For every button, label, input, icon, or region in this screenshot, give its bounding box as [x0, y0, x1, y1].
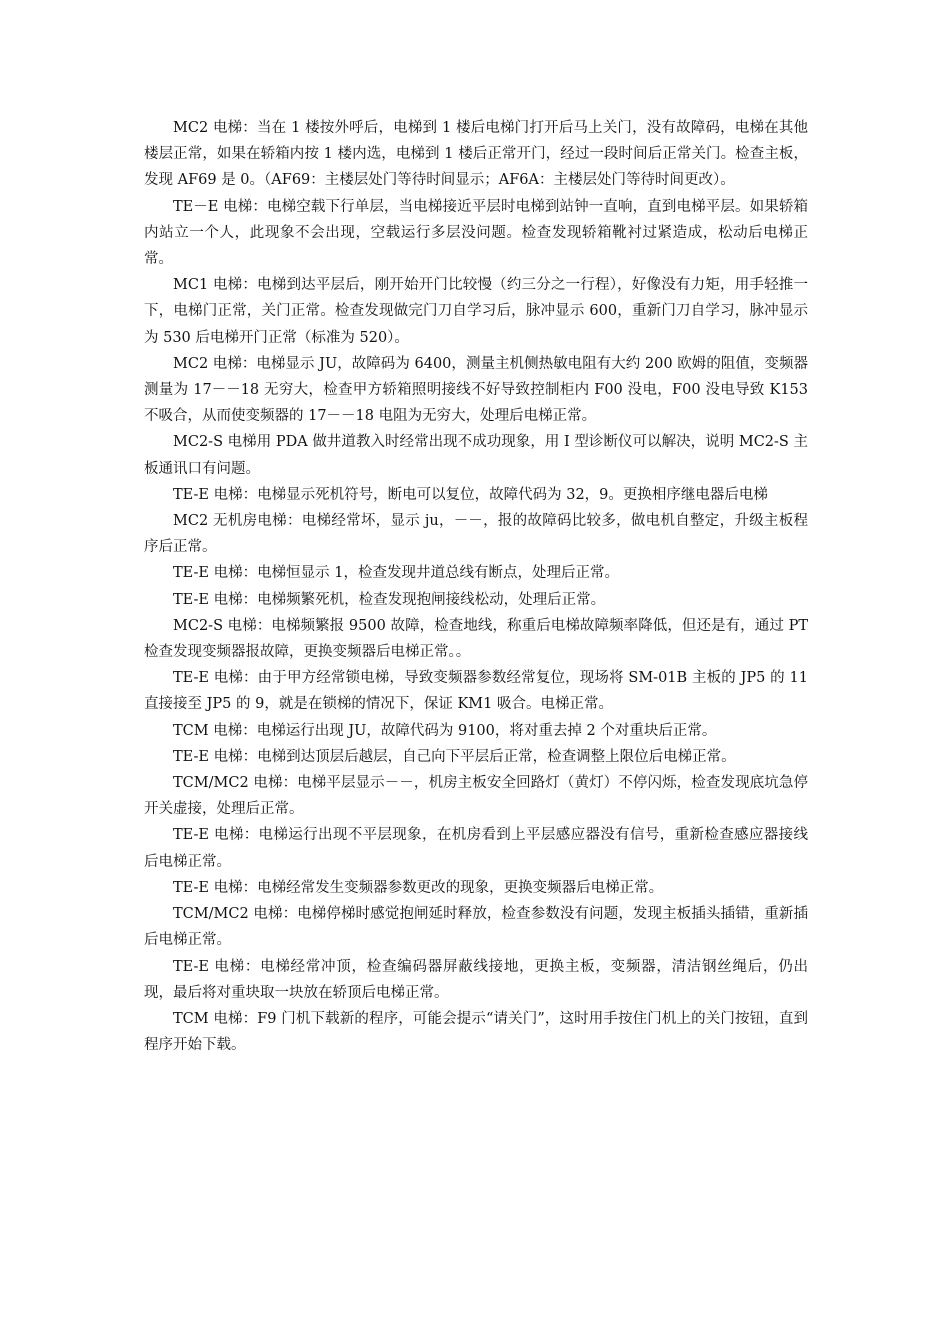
- paragraph-11: TE-E 电梯：由于甲方经常锁电梯，导致变频器参数经常复位，现场将 SM-01B 主板的 JP5 的 11 直接接至 JP5 的 9，就是在锁梯的情况下，保证 KM1 吸合。电梯正常。: [144, 670, 808, 713]
- paragraph-5: MC2-S 电梯用 PDA 做井道教入时经常出现不成功现象，用 I 型诊断仪可以解决，说明 MC2-S 主板通讯口有问题。: [144, 434, 808, 477]
- paragraph-8: TE-E 电梯：电梯恒显示 1，检查发现井道总线有断点，处理后正常。: [173, 565, 619, 582]
- paragraph-17: TCM/MC2 电梯：电梯停梯时感觉抱闸延时释放，检查参数没有问题，发现主板插头插错，重新插后电梯正常。: [144, 906, 808, 949]
- paragraph-13: TE-E 电梯：电梯到达顶层后越层，自己向下平层后正常，检查调整上限位后电梯正常。: [173, 748, 736, 765]
- paragraph-9: TE-E 电梯：电梯频繁死机，检查发现抱闸接线松动，处理后正常。: [173, 591, 606, 608]
- paragraph-6: TE-E 电梯：电梯显示死机符号，断电可以复位，故障代码为 32，9。更换相序继电器后电梯: [173, 486, 768, 503]
- paragraph-7: MC2 无机房电梯：电梯经常坏，显示 ju，－－，报的故障码比较多，做电机自整定，升级主板程序后正常。: [144, 513, 808, 556]
- paragraph-16: TE-E 电梯：电梯经常发生变频器参数更改的现象，更换变频器后电梯正常。: [173, 879, 664, 896]
- paragraph-1: MC2 电梯：当在 1 楼按外呼后，电梯到 1 楼后电梯门打开后马上关门，没有故障码，电梯在其他楼层正常，如果在轿箱内按 1 楼内选，电梯到 1 楼后正常开门，经过一段时间后正常关门。检查主板，发现 AF69 是 0。（AF69：主楼层处门等待时间显示；AF6A：主楼层处门等待时间更改）。: [144, 120, 808, 189]
- paragraph-15: TE-E 电梯：电梯运行出现不平层现象，在机房看到上平层感应器没有信号，重新检查感应器接线后电梯正常。: [144, 827, 808, 870]
- document-body: [144, 115, 808, 1058]
- paragraph-4: MC2 电梯：电梯显示 JU，故障码为 6400，测量主机侧热敏电阻有大约 200 欧姆的阻值，变频器测量为 17－－18 无穷大，检查甲方轿箱照明接线不好导致控制柜内 F00 没电，F00 没电导致 K153 不吸合，从而使变频器的 17－－18 电阻为无穷大，处理后电梯正常。: [144, 355, 808, 425]
- paragraph-18: TE-E 电梯：电梯经常冲顶，检查编码器屏蔽线接地，更换主板，变频器，清洁钢丝绳后，仍出现，最后将对重块取一块放在轿顶后电梯正常。: [144, 958, 808, 1001]
- paragraph-2: TE－E 电梯：电梯空载下行单层，当电梯接近平层时电梯到站钟一直响，直到电梯平层。如果轿箱内站立一个人，此现象不会出现，空载运行多层没问题。检查发现轿箱靴衬过紧造成，松动后电梯正常。: [144, 198, 808, 268]
- paragraph-10: MC2-S 电梯：电梯频繁报 9500 故障，检查地线，称重后电梯故障频率降低，但还是有，通过 PT 检查发现变频器报故障，更换变频器后电梯正常。。: [144, 617, 808, 661]
- paragraph-14: TCM/MC2 电梯：电梯平层显示－－，机房主板安全回路灯（黄灯）不停闪烁，检查发现底坑急停开关虚接，处理后正常。: [144, 775, 808, 818]
- paragraph-3: MC1 电梯：电梯到达平层后，刚开始开门比较慢（约三分之一行程），好像没有力矩，用手轻推一下，电梯门正常，关门正常。检查发现做完门刀自学习后，脉冲显示 600，重新门刀自学习，脉冲显示为 530 后电梯开门正常（标准为 520）。: [144, 277, 808, 346]
- paragraph-12: TCM 电梯：电梯运行出现 JU，故障代码为 9100，将对重去掉 2 个对重块后正常。: [173, 722, 717, 739]
- paragraph-19: TCM 电梯：F9 门机下载新的程序，可能会提示“请关门”，这时用手按住门机上的关门按钮，直到程序开始下载。: [144, 1010, 808, 1054]
